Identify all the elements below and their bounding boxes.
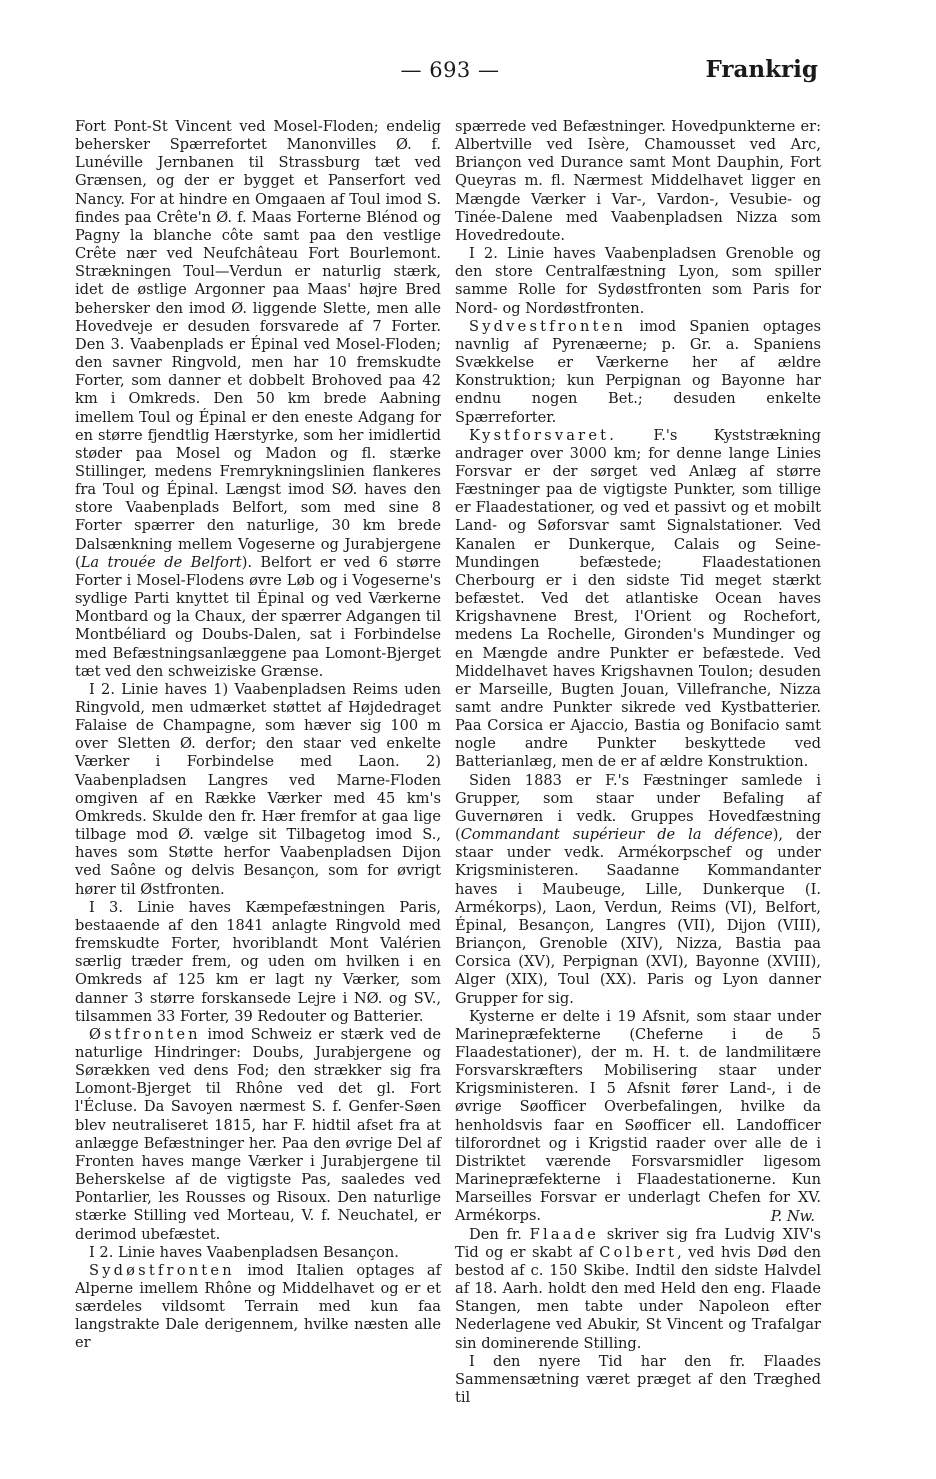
section-heading: Østfronten: [89, 1025, 201, 1043]
paragraph: [455, 772, 821, 1008]
paragraph: I 2. Linie haves Vaabenpladsen Grenoble og den store Centralfæstning Lyon, som spiller samme Rolle for Sydøstfronten som Paris for Nord- og Nordøstfronten.: [455, 245, 821, 317]
paragraph: [455, 1008, 821, 1226]
author-signature: P. Nw.: [770, 1207, 815, 1225]
paragraph-text: ). Belfort er ved 6 større Forter i Mosel-Flodens øvre Løb og i Vogeserne's sydlige Parti knyttet til Épinal og ved Værkerne Montbard og la Chaux, der spærrer Adgangen til Montbéliard og Doubs-Dalen, sat i Forbindelse med Befæstningsanlæggene paa Lomont-Bjerget tæt ved den schweiziske Grænse.: [75, 553, 441, 680]
paragraph: I den nyere Tid har den fr. Flaades Sammensætning været præget af den Træghed til: [455, 1352, 821, 1407]
paragraph: [455, 318, 821, 427]
paragraph-text: , ved hvis Død den bestod af c. 150 Skibe. Indtil den sidste Halvdel af 18. Aarh. holdt den med Held den eng. Flaade Stangen, men tabte under Napoleon efter Nederlagene ved Abukir, St Vincent og Trafalgar sin dominerende Stilling.: [455, 1243, 821, 1352]
right-column: [455, 118, 821, 1407]
paragraph: spærrede ved Befæstninger. Hovedpunkterne er: Albertville ved Isère, Chamousset ved Arc, Briançon ved Durance samt Mont Dauphin, Fort Queyras m. fl. Nærmest Middelhavet ligger en Mængde Værker i Var-, Vardon-, Vesubie- og Tinée-Dalene med Vaabenpladsen Nizza som Hovedredoute.: [455, 118, 821, 244]
paragraph: [455, 427, 821, 772]
paragraph-text: imod Spanien optages navnlig af Pyrenæerne; p. Gr. a. Spaniens Svækkelse er Værkerne her af ældre Konstruktion; kun Perpignan og Bayonne har endnu nogen Bet.; desuden enkelte Spærreforter.: [455, 317, 821, 426]
spaced-term: Flaade: [529, 1225, 599, 1243]
paragraph-text: imod Italien optages af Alperne imellem Rhône og Middelhavet og er et særdeles vildsomt Terrain med kun faa langstrakte Dale derigennem, hvilke næsten alle er: [75, 1261, 441, 1352]
left-column: [75, 118, 441, 1353]
page-number: — 693 —: [400, 58, 500, 82]
paragraph-text: skriver sig fra Ludvig XIV's Tid og er skabt af: [455, 1225, 821, 1261]
paragraph-text: Siden 1883 er F.'s Fæstninger samlede i Grupper, som staar under Befaling af Guvernøren i vedk. Gruppes Hovedfæstning (: [455, 771, 821, 844]
paragraph-text: ), der staar under vedk. Armékorpschef og under Krigsministeren. Saadanne Kommandanter haves i Maubeuge, Lille, Dunkerque (I. Armékorps), Laon, Verdun, Reims (VI), Belfort, Épinal, Besançon, Langres (VII), Dijon (VIII), Briançon, Grenoble (XIV), Nizza, Bastia paa Corsica (XV), Perpignan (XVI), Bayonne (XVIII), Alger (XIX), Toul (XX). Paris og Lyon danner Grupper for sig.: [455, 826, 821, 1007]
section-heading: Sydøstfronten: [89, 1261, 235, 1279]
paragraph-text: F.'s Kyststrækning andrager over 3000 km; for denne lange Linies Forsvar er der sørget ved Anlæg af større Fæstninger paa de vigtigste Punkter, som tillige er Flaadestationer, og ved et passivt og et mobilt Land- og Søforsvar samt Signalstationer. Ved Kanalen er Dunkerque, Calais og Seine-Mundingen befæstede; Flaadestationen Cherbourg er i den sidste Tid meget stærkt befæstet. Ved det atlantiske Ocean haves Krigshavnene Brest, l'Orient og Rochefort, medens La Rochelle, Gironden's Mundinger og en Mængde andre Punkter er befæstede. Ved Middelhavet haves Krigshavnen Toulon; desuden er Marseille, Bugten Jouan, Villefranche, Nizza samt andre Punkter sikrede ved Kystbatterier. Paa Corsica er Ajaccio, Bastia og Bonifacio samt nogle andre Punkter beskyttede ved Batterianlæg, men de er af ældre Konstruktion.: [455, 426, 821, 771]
paragraph: [455, 1226, 821, 1353]
paragraph: I 2. Linie haves 1) Vaabenpladsen Reims uden Ringvold, men udmærket støttet af Højdedraget Falaise de Champagne, som hæver sig 100 m over Sletten Ø. derfor; den staar ved enkelte Værker i Forbindelse med Laon. 2) Vaabenpladsen Langres ved Marne-Floden omgiven af en Række Værker med 45 km's Omkreds. Skulde den fr. Hær fremfor at gaa lige tilbage mod Ø. vælge sit Tilbagetog imod S., haves som Støtte herfor Vaabenpladsen Dijon ved Saône og delvis Besançon, som for øvrigt hører til Østfronten.: [75, 680, 441, 898]
paragraph: [75, 118, 441, 681]
paragraph: I 2. Linie haves Vaabenpladsen Besançon.: [89, 1243, 399, 1261]
running-title: Frankrig: [705, 56, 818, 83]
paragraph: [75, 1262, 441, 1353]
paragraph-text: Den fr.: [469, 1225, 530, 1243]
paragraph: [75, 1026, 441, 1244]
paragraph: I 3. Linie haves Kæmpefæstningen Paris, bestaaende af den 1841 anlagte Ringvold med fremskudte Forter, hvoriblandt Mont Valérien særlig træder frem, og uden om hvilken i en Omkreds af 125 km er lagt ny Værker, som danner 3 større forskansede Lejre i NØ. og SV., tilsammen 33 Forter, 39 Redouter og Batterier.: [75, 898, 441, 1025]
paragraph-text: Fort Pont-St Vincent ved Mosel-Floden; endelig behersker Spærrefortet Manonvilles Ø. f. Lunéville Jernbanen til Strassburg tæt ved Grænsen, og der er bygget et Panserfort ved Nancy. For at hindre en Omgaaen af Toul imod S. findes paa Crête'n Ø. f. Maas Forterne Blénod og Pagny la blanche côte samt paa den vestlige Crête nær ved Neufchâteau Fort Bourlemont. Strækningen Toul—Verdun er naturlig stærk, idet de østlige Argonner paa Maas' højre Bred behersker den imod Ø. liggende Slette, men alle Hovedveje er desuden forsvarede af 7 Forter. Den 3. Vaabenplads er Épinal ved Mosel-Floden; den savner Ringvold, men har 10 fremskudte Forter, som danner et dobbelt Brohoved paa 42 km i Omkreds. Den 50 km brede Aabning imellem Toul og Épinal er den eneste Adgang for en større fjendtlig Hærstyrke, som her imidlertid støder paa Mosel og Madon og fl. stærke Stillinger, medens Fremrykningslinien flankeres fra Toul og Épinal. Længst imod SØ. haves den store Vaabenplads Belfort, som med sine 8 Forter spærrer den naturlige, 30 km brede Dalsænkning mellem Vogeserne og Jurabjergene (: [75, 118, 441, 571]
section-heading: Sydvestfronten: [469, 317, 627, 335]
paragraph-text: Kysterne er delte i 19 Afsnit, som staar under Marinepræfekterne (Cheferne i de 5 Flaadestationer), der m. H. t. de landmilitære Forsvarskræfters Mobilisering staar under Krigsministeren. I 5 Afsnit fører Land-, i de øvrige Søofficer Overbefalingen, hvilke da henholdsvis faar en Søofficer ell. Landofficer tilforordnet og i Krigstid raader over alle de i Distriktet værende Forsvarsmidler ligesom Marinepræfekterne i Flaadestationerne. Kun Marseilles Forsvar er underlagt Chefen for XV. Armékorps.: [455, 1007, 821, 1225]
paragraph-text: imod Schweiz er stærk ved de naturlige Hindringer: Doubs, Jurabjergene og Sørækken ved dens Fod; den strækker sig fra Lomont-Bjerget til Rhône ved det gl. Fort l'Écluse. Da Savoyen nærmest S. f. Genfer-Søen blev neutraliseret 1815, har F. hidtil afset fra at anlægge Befæstninger her. Paa den øvrige Del af Fronten haves mange Værker i Jurabjergene til Beherskelse af de vigtigste Pas, saaledes ved Pontarlier, les Rousses og Risoux. Den naturlige stærke Stilling ved Morteau, V. f. Neuchatel, er derimod ubefæstet.: [75, 1025, 441, 1243]
section-heading: Kystforsvaret.: [469, 426, 618, 444]
spaced-term: Colbert: [599, 1243, 678, 1261]
italic-term: Commandant supérieur de la défence: [460, 826, 773, 844]
italic-term: La trouée de Belfort: [80, 553, 242, 571]
